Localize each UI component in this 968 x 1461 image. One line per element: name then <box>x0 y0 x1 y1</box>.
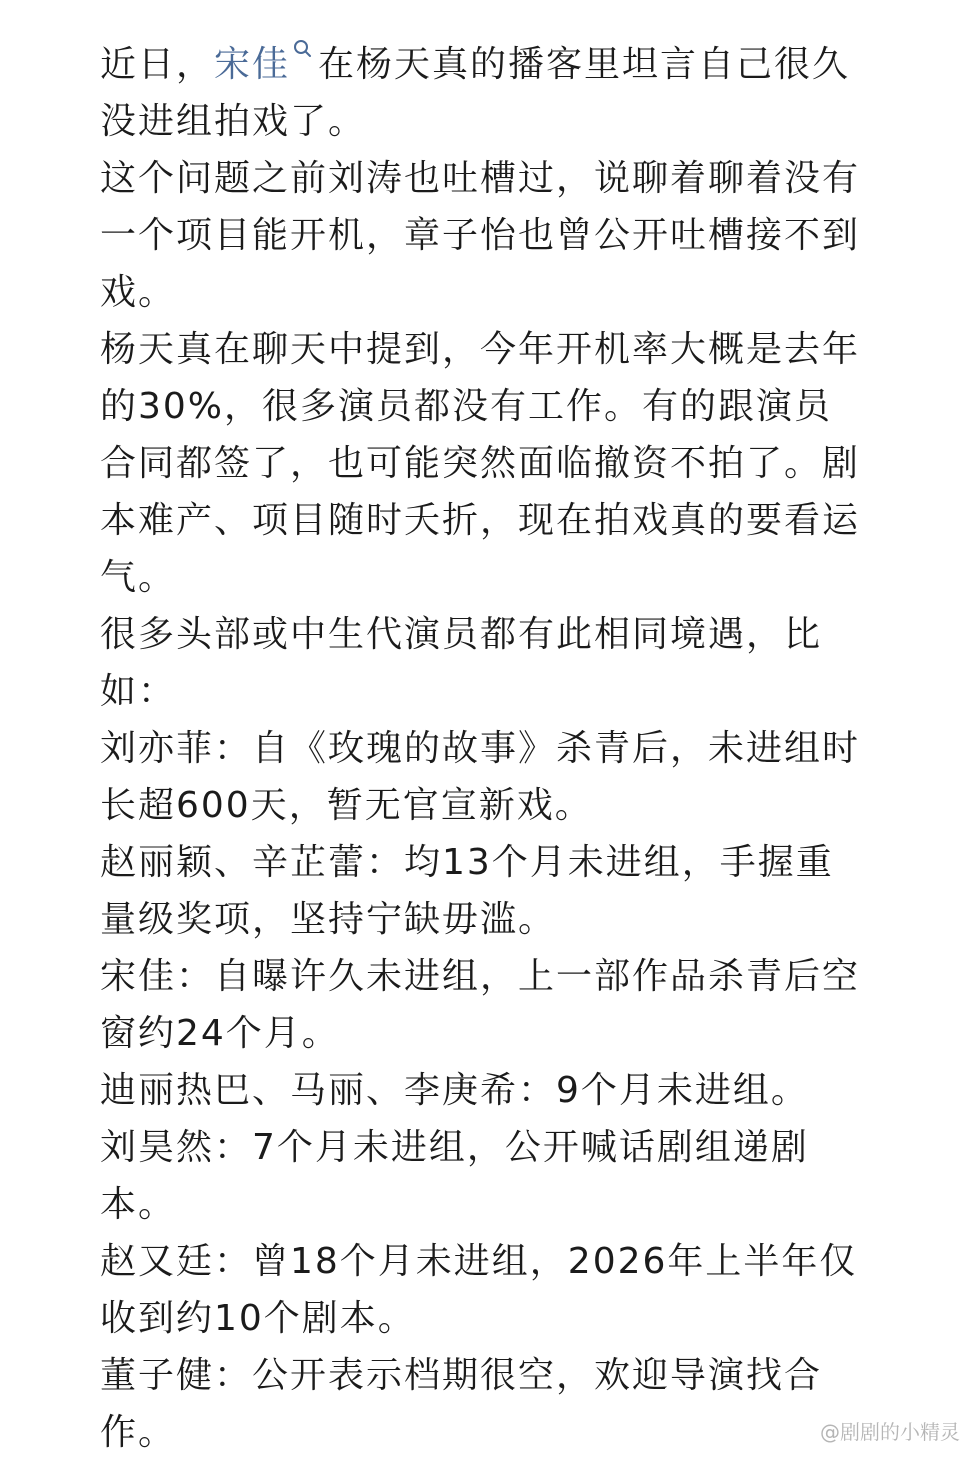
search-icon[interactable] <box>292 22 314 46</box>
paragraph-7: 宋佳：自曝许久未进组，上一部作品杀青后空窗约24个月。 <box>100 956 861 1054</box>
paragraph-2: 这个问题之前刘涛也吐槽过，说聊着聊着没有一个项目能开机，章子怡也曾公开吐槽接不到戏。 <box>100 158 861 313</box>
paragraph-6: 赵丽颖、辛芷蕾：均13个月未进组，手握重量级奖项，坚持宁缺毋滥。 <box>100 842 834 940</box>
paragraph-1 <box>100 22 860 150</box>
paragraph-11: 董子健：公开表示档期很空，欢迎导演找合作。 <box>100 1355 823 1453</box>
paragraph-1-suffix: 在杨天真的播客里坦言自己很久没进组拍戏了。 <box>100 44 851 142</box>
paragraph-9: 刘昊然：7个月未进组，公开喊话剧组递剧本。 <box>100 1127 809 1225</box>
watermark: @剧剧的小精灵 <box>820 1420 960 1444</box>
paragraph-1-prefix: 近日， <box>100 44 215 85</box>
paragraph-4: 很多头部或中生代演员都有此相同境遇，比如： <box>100 614 823 712</box>
paragraph-3: 杨天真在聊天中提到，今年开机率大概是去年的30%，很多演员都没有工作。有的跟演员合同都签了，也可能突然面临撤资不拍了。剧本难产、项目随时夭折，现在拍戏真的要看运气。 <box>100 329 861 598</box>
paragraph-10: 赵又廷：曾18个月未进组，2026年上半年仅收到约10个剧本。 <box>100 1241 858 1339</box>
person-link-songjia[interactable]: 宋佳 <box>214 44 291 85</box>
paragraph-8: 迪丽热巴、马丽、李庚希：9个月未进组。 <box>100 1070 809 1111</box>
paragraph-5: 刘亦菲：自《玫瑰的故事》杀青后，未进组时长超600天，暂无官宣新戏。 <box>100 728 861 826</box>
article-body <box>100 22 860 1461</box>
